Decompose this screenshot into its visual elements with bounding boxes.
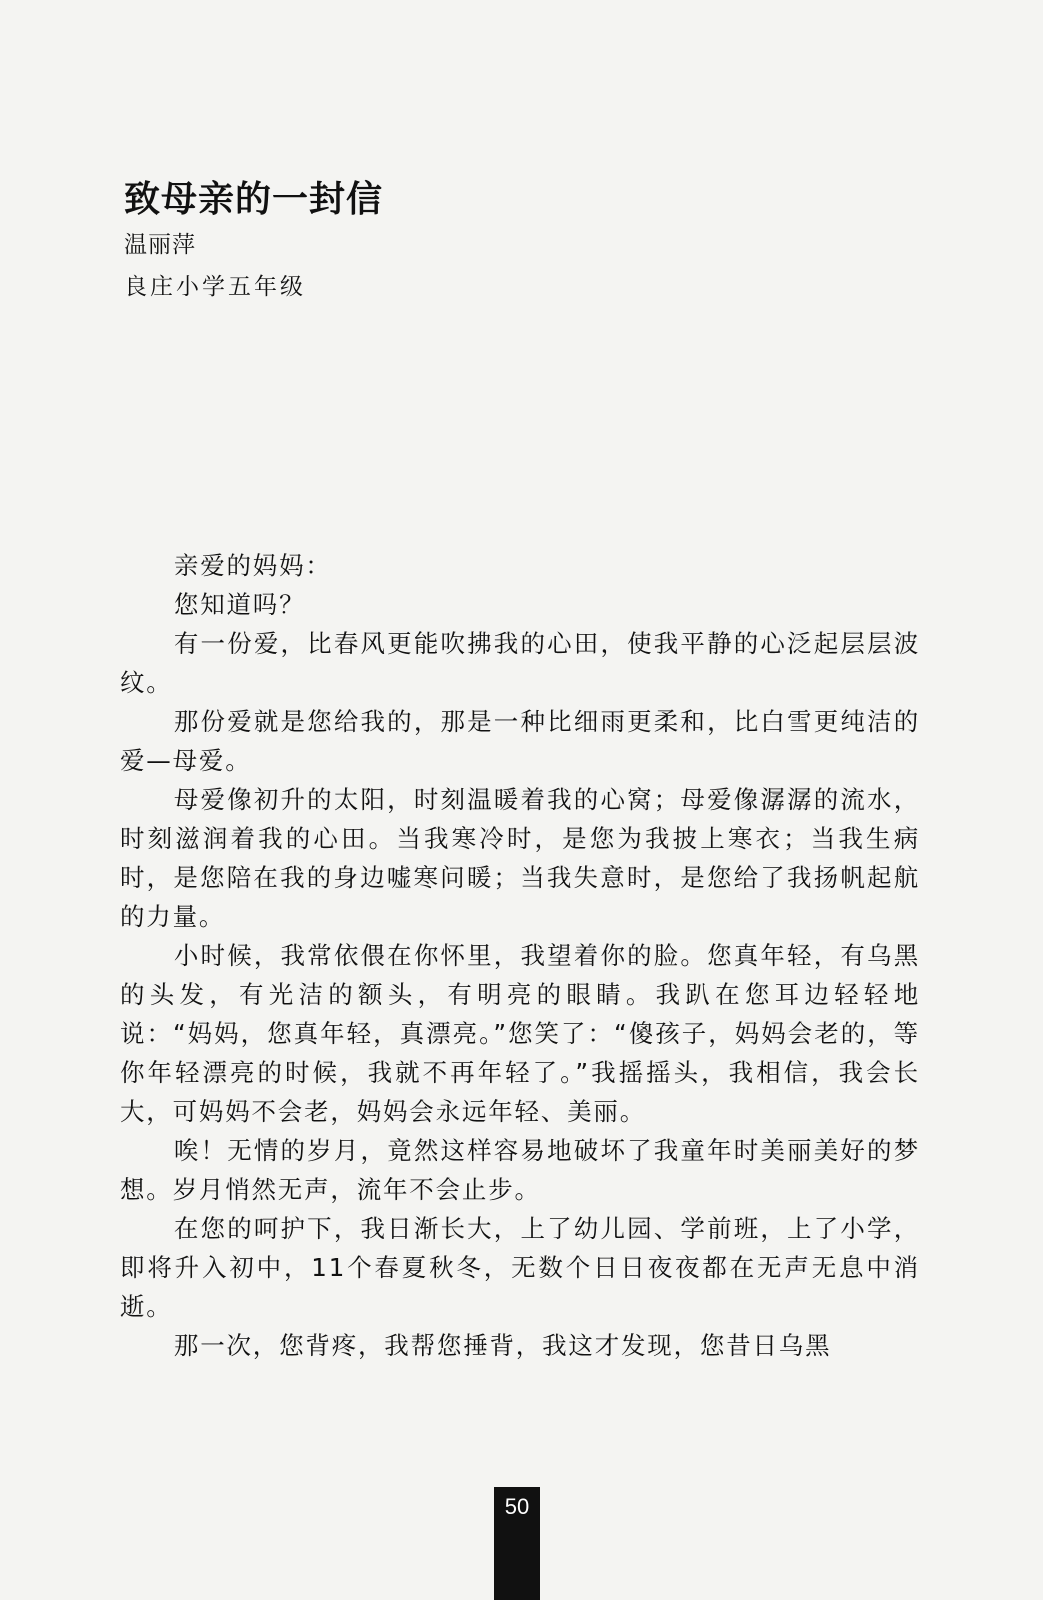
article-title: 致母亲的一封信 [124, 179, 384, 220]
author-school: 良庄小学五年级 [124, 274, 306, 300]
paragraph: 小时候，我常依偎在你怀里，我望着你的脸。您真年轻，有乌黑的头发，有光洁的额头，有明亮的眼睛。我趴在您耳边轻轻地说：“妈妈，您真年轻，真漂亮。”您笑了：“傻孩子，妈妈会老的，等你年轻漂亮的时候，我就不再年轻了。”我摇摇头，我相信，我会长大，可妈妈不会老，妈妈会永远年轻、美丽。 [120, 941, 920, 1126]
paragraph: 那一次，您背疼，我帮您捶背，我这才发现，您昔日乌黑 [173, 1331, 832, 1360]
article-author: 温丽萍 [124, 232, 196, 258]
paragraph: 有一份爱，比春风更能吹拂我的心田，使我平静的心泛起层层波纹。 [120, 629, 920, 697]
article-body [120, 546, 920, 1365]
paragraph: 母爱像初升的太阳，时刻温暖着我的心窝；母爱像潺潺的流水，时刻滋润着我的心田。当我寒冷时，是您为我披上寒衣；当我生病时，是您陪在我的身边嘘寒问暖；当我失意时，是您给了我扬帆起航的力量。 [120, 785, 920, 931]
page-number-tab [494, 1487, 540, 1600]
paragraph: 唉！无情的岁月，竟然这样容易地破坏了我童年时美丽美好的梦想。岁月悄然无声，流年不会止步。 [120, 1136, 920, 1204]
page-number: 50 [504, 1494, 530, 1519]
paragraph: 您知道吗？ [173, 590, 306, 619]
paragraph: 亲爱的妈妈： [173, 551, 332, 580]
paragraph: 在您的呵护下，我日渐长大，上了幼儿园、学前班，上了小学，即将升入初中，11个春夏秋冬，无数个日日夜夜都在无声无息中消逝。 [120, 1214, 920, 1321]
paragraph: 那份爱就是您给我的，那是一种比细雨更柔和，比白雪更纯洁的爱—母爱。 [120, 707, 920, 775]
